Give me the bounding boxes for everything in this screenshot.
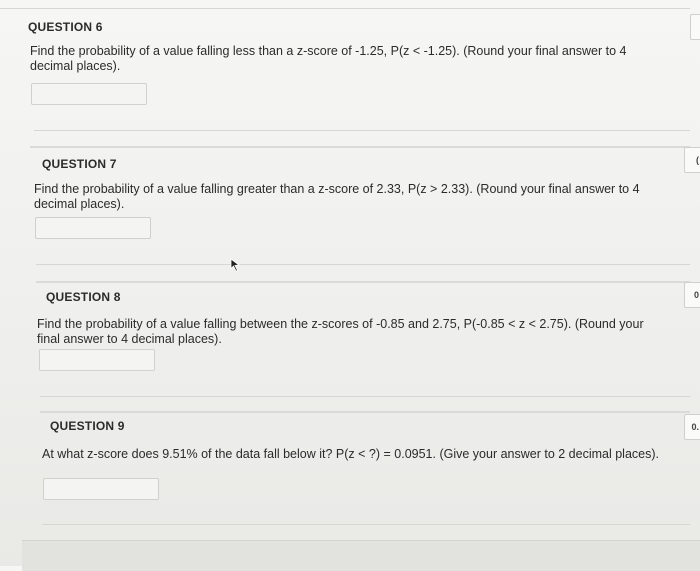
- question-7-text-line1: Find the probability of a value falling greater than a z-score of 2.33, P(z > 2.33). (Round your final answer to 4: [34, 182, 640, 196]
- question-9-bottom-divider: [42, 524, 690, 525]
- question-9-top-divider: [40, 411, 690, 413]
- top-divider: [0, 8, 690, 9]
- question-6-text-line1: Find the probability of a value falling less than a z-score of -1.25, P(z < -1.25). (Round your final answer to 4: [30, 44, 627, 58]
- question-8-text-line2: final answer to 4 decimal places).: [37, 332, 222, 346]
- question-8-top-divider: [36, 281, 690, 283]
- question-9-title: QUESTION 9: [50, 419, 125, 433]
- question-6-answer-input[interactable]: [31, 83, 147, 105]
- question-8-text-line1: Find the probability of a value falling between the z-scores of -0.85 and 2.75, P(-0.85 < z < 2.75). (Round your: [37, 317, 644, 331]
- question-6-text-line2: decimal places).: [30, 59, 121, 73]
- question-6-bottom-divider: [34, 130, 690, 131]
- question-6-title: QUESTION 6: [28, 20, 103, 34]
- question-8-answer-input[interactable]: [39, 349, 155, 371]
- question-7-answer-input[interactable]: [35, 217, 151, 239]
- question-8-title: QUESTION 8: [46, 290, 121, 304]
- arrow-cursor-icon: [229, 258, 241, 272]
- question-7-text-line2: decimal places).: [34, 197, 125, 211]
- question-8-bottom-divider: [40, 396, 690, 397]
- question-7-title: QUESTION 7: [42, 157, 117, 171]
- question-7-bottom-divider: [36, 264, 690, 265]
- question-8-points: 0: [684, 282, 700, 308]
- question-9-text-line1: At what z-score does 9.51% of the data fall below it? P(z < ?) = 0.0951. (Give your answer to 2 decimal places).: [42, 447, 659, 461]
- question-9-answer-input[interactable]: [43, 478, 159, 500]
- question-7-top-divider: [30, 146, 690, 148]
- question-6-points: [690, 14, 700, 40]
- question-9-points: 0.: [684, 414, 700, 440]
- next-question-container: [22, 540, 700, 571]
- question-7-points: (: [684, 147, 700, 173]
